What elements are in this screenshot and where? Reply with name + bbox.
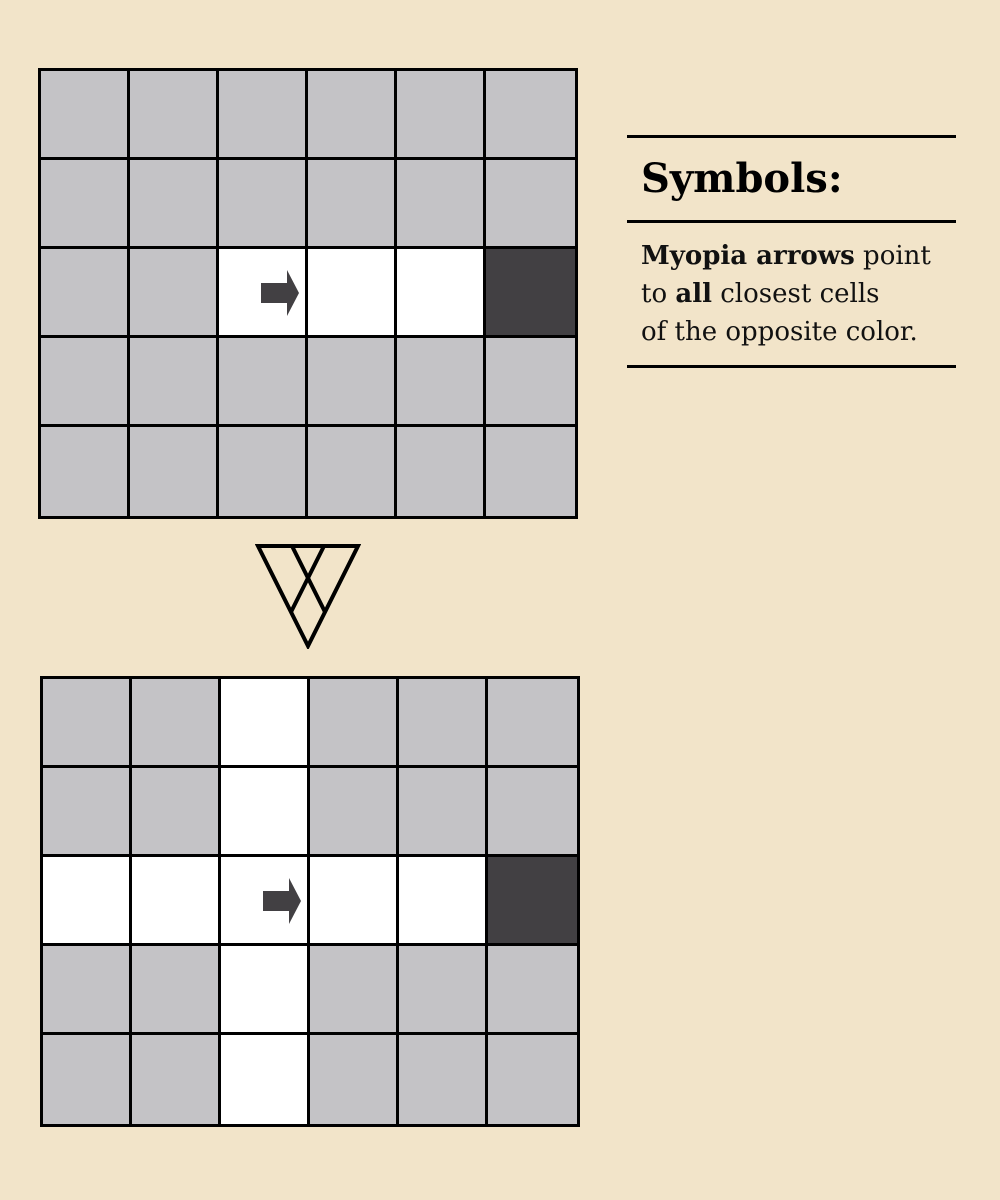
grid-cell-r3-c5-white[interactable] [397, 249, 486, 338]
legend-title: Symbols: [641, 155, 843, 202]
grid-cell-r5-c3-unknown[interactable] [219, 427, 308, 516]
grid-cell-r5-c5-unknown[interactable] [399, 1035, 488, 1124]
grid-cell-r3-c1-white[interactable] [43, 857, 132, 946]
grid-cell-r2-c6-unknown[interactable] [486, 160, 575, 249]
legend-text-4: of the opposite color. [641, 317, 918, 347]
grid-cell-r2-c1-unknown[interactable] [43, 768, 132, 857]
legend-text-1: point [854, 241, 931, 271]
grid-cell-r1-c3-white[interactable] [221, 679, 310, 768]
grid-cell-r2-c5-unknown[interactable] [397, 160, 486, 249]
grid-cell-r1-c2-unknown[interactable] [130, 71, 219, 160]
grid-cell-r3-c3-white[interactable] [221, 857, 310, 946]
grid-cell-r3-c4-white[interactable] [310, 857, 399, 946]
grid-cell-r5-c6-unknown[interactable] [486, 427, 575, 516]
grid-cell-r4-c6-unknown[interactable] [486, 338, 575, 427]
grid-cell-r2-c4-unknown[interactable] [308, 160, 397, 249]
grid-cell-r5-c4-unknown[interactable] [308, 427, 397, 516]
grid-cell-r2-c2-unknown[interactable] [130, 160, 219, 249]
grid-cell-r2-c4-unknown[interactable] [310, 768, 399, 857]
legend-emphasis: all [675, 279, 712, 309]
grid-cell-r5-c1-unknown[interactable] [41, 427, 130, 516]
grid-cell-r2-c6-unknown[interactable] [488, 768, 577, 857]
grid-cell-r4-c4-unknown[interactable] [308, 338, 397, 427]
grid-cell-r4-c3-white[interactable] [221, 946, 310, 1035]
grid-cell-r4-c2-unknown[interactable] [132, 946, 221, 1035]
grid-cell-r3-c3-white[interactable] [219, 249, 308, 338]
grid-cell-r3-c2-white[interactable] [132, 857, 221, 946]
grid-cell-r4-c1-unknown[interactable] [43, 946, 132, 1035]
grid-cell-r3-c4-white[interactable] [308, 249, 397, 338]
grid-cell-r1-c6-unknown[interactable] [488, 679, 577, 768]
legend-description [627, 223, 956, 365]
grid-cell-r3-c6-black[interactable] [488, 857, 577, 946]
grid-cell-r1-c2-unknown[interactable] [132, 679, 221, 768]
grid-cell-r1-c1-unknown[interactable] [41, 71, 130, 160]
legend-text-3: closest cells [711, 279, 880, 309]
grid-cell-r1-c3-unknown[interactable] [219, 71, 308, 160]
grid-cell-r4-c1-unknown[interactable] [41, 338, 130, 427]
grid-cell-r4-c2-unknown[interactable] [130, 338, 219, 427]
grid-cell-r4-c4-unknown[interactable] [310, 946, 399, 1035]
grid-cell-r3-c6-black[interactable] [486, 249, 575, 338]
grid-cell-r2-c2-unknown[interactable] [132, 768, 221, 857]
myopia-arrow-right-icon [263, 876, 303, 926]
legend-bottom-rule [627, 365, 956, 368]
grid-cell-r4-c5-unknown[interactable] [399, 946, 488, 1035]
grid-cell-r4-c3-unknown[interactable] [219, 338, 308, 427]
grid-cell-r5-c6-unknown[interactable] [488, 1035, 577, 1124]
grid-cell-r1-c5-unknown[interactable] [397, 71, 486, 160]
grid-cell-r1-c6-unknown[interactable] [486, 71, 575, 160]
grid-cell-r3-c1-unknown[interactable] [41, 249, 130, 338]
grid-cell-r2-c1-unknown[interactable] [41, 160, 130, 249]
grid-cell-r1-c5-unknown[interactable] [399, 679, 488, 768]
grid-cell-r3-c5-white[interactable] [399, 857, 488, 946]
myopia-arrow-right-icon [261, 268, 301, 318]
grid-cell-r1-c1-unknown[interactable] [43, 679, 132, 768]
legend-term: Myopia arrows [641, 241, 855, 271]
triple-chevron-down-icon [255, 543, 361, 649]
grid-cell-r1-c4-unknown[interactable] [310, 679, 399, 768]
grid-cell-r5-c5-unknown[interactable] [397, 427, 486, 516]
grid-cell-r5-c4-unknown[interactable] [310, 1035, 399, 1124]
grid-cell-r5-c2-unknown[interactable] [132, 1035, 221, 1124]
puzzle-grid-after [40, 676, 580, 1127]
legend-text-2: to [641, 279, 676, 309]
puzzle-grid-before [38, 68, 578, 519]
grid-cell-r5-c2-unknown[interactable] [130, 427, 219, 516]
symbols-legend [627, 135, 956, 368]
grid-cell-r1-c4-unknown[interactable] [308, 71, 397, 160]
grid-cell-r5-c3-white[interactable] [221, 1035, 310, 1124]
grid-cell-r3-c2-unknown[interactable] [130, 249, 219, 338]
grid-cell-r4-c5-unknown[interactable] [397, 338, 486, 427]
grid-cell-r2-c3-white[interactable] [221, 768, 310, 857]
grid-cell-r4-c6-unknown[interactable] [488, 946, 577, 1035]
grid-cell-r2-c3-unknown[interactable] [219, 160, 308, 249]
grid-cell-r2-c5-unknown[interactable] [399, 768, 488, 857]
grid-cell-r5-c1-unknown[interactable] [43, 1035, 132, 1124]
